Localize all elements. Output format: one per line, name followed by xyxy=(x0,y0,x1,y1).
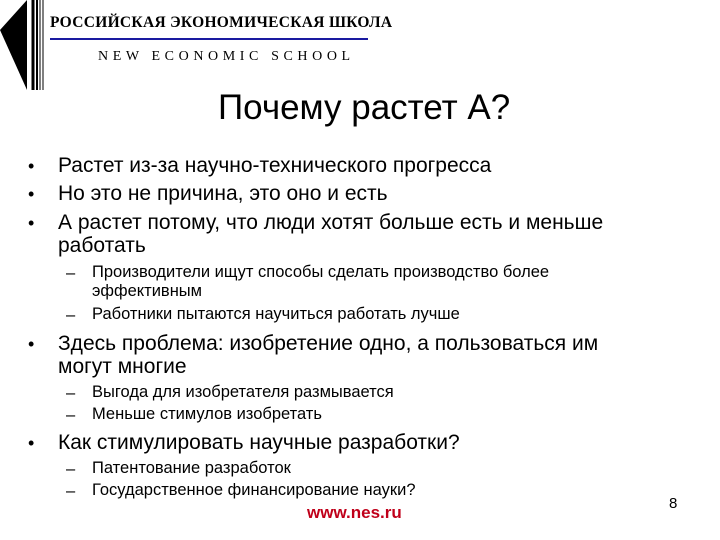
bullet-text: Здесь проблема: изобретение одно, а пользоваться им xyxy=(58,332,599,355)
bullet-marker: • xyxy=(28,156,35,176)
bullet-marker: • xyxy=(28,334,35,354)
bullet-text: А растет потому, что люди хотят больше есть и меньше xyxy=(58,211,604,234)
sub-bullet-marker: – xyxy=(66,264,76,282)
sub-bullet-text: Государственное финансирование науки? xyxy=(92,481,416,499)
bullet-marker: • xyxy=(28,433,35,453)
sub-bullet-text: Патентование разработок xyxy=(92,459,291,477)
org-name-en: NEW ECONOMIC SCHOOL xyxy=(98,49,355,64)
sub-bullet-marker: – xyxy=(66,406,76,424)
bullet-text-continued: работать xyxy=(58,234,146,257)
sub-bullet-text: Работники пытаются научиться работать лучше xyxy=(92,305,460,323)
sub-bullet-text: Производители ищут способы сделать производство более xyxy=(92,263,550,281)
org-name-ru: РОССИЙСКАЯ ЭКОНОМИЧЕСКАЯ ШКОЛА xyxy=(50,14,393,31)
slide-title: Почему растет А? xyxy=(218,88,511,127)
bullet-text: Как стимулировать научные разработки? xyxy=(58,431,460,454)
bullet-text-continued: могут многие xyxy=(58,355,187,378)
sub-bullet-text: Меньше стимулов изобретать xyxy=(92,405,322,423)
bullet-marker: • xyxy=(28,184,35,204)
sub-bullet-marker: – xyxy=(66,306,76,324)
page-number: 8 xyxy=(669,495,678,512)
sub-bullet-marker: – xyxy=(66,482,76,500)
sub-bullet-marker: – xyxy=(66,384,76,402)
sub-bullet-text-continued: эффективным xyxy=(92,282,203,300)
bullet-text: Растет из-за научно-технического прогресса xyxy=(58,154,492,177)
sub-bullet-text: Выгода для изобретателя размывается xyxy=(92,383,394,401)
bullet-marker: • xyxy=(28,213,35,233)
bullet-text: Но это не причина, это оно и есть xyxy=(58,182,388,205)
sub-bullet-marker: – xyxy=(66,460,76,478)
logo-divider xyxy=(50,38,368,40)
footer-website-link[interactable]: www.nes.ru xyxy=(307,503,402,522)
nes-logo-mark xyxy=(0,0,50,90)
